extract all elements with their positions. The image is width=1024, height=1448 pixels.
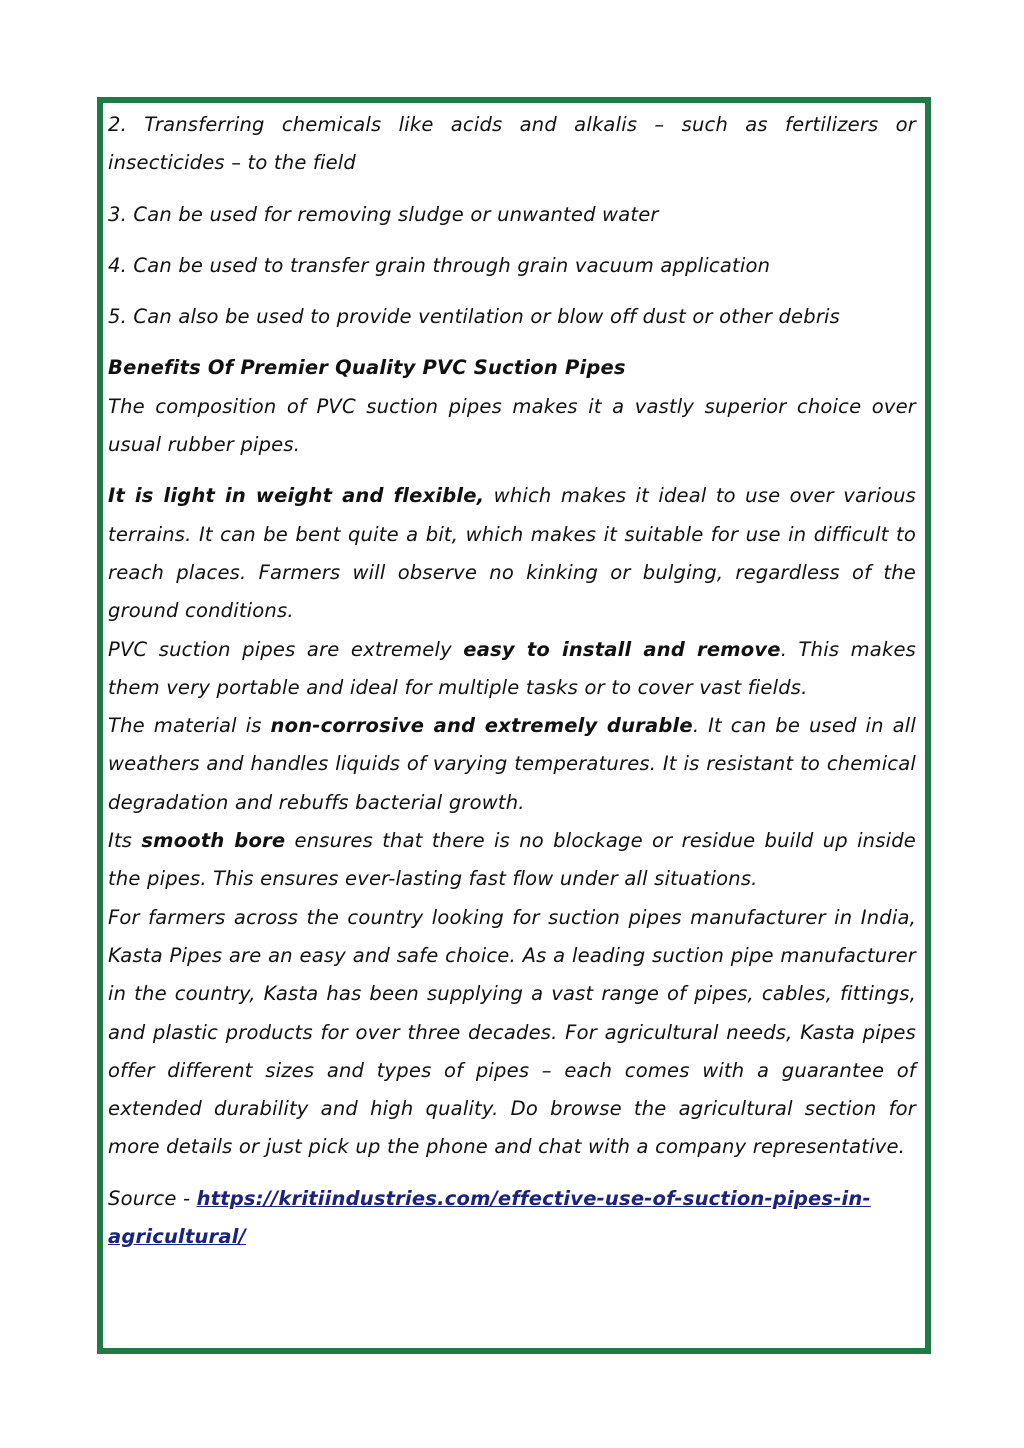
list-item-5: 5. Can also be used to provide ventilation or blow off dust or other debris: [108, 305, 841, 329]
list-item-4: 4. Can be used to transfer grain through grain vacuum application: [108, 253, 771, 277]
benefit-text-durable: . It can be used in all weathers and handles liquids of varying temperatures. It is resistant to chemical degradation and rebuffs bacterial growth.: [108, 714, 917, 814]
benefit-paragraph-smooth-bore: [108, 822, 916, 899]
benefit-text-smooth-bore: ensures that there is no blockage or residue build up inside the pipes. This ensures ever-lasting fast flow under all situations.: [108, 829, 916, 891]
benefit-paragraph-light-flexible: [108, 477, 916, 630]
intro-paragraph: The composition of PVC suction pipes makes it a vastly superior choice over usual rubber pipes.: [108, 394, 916, 457]
source-label: Source -: [108, 1186, 197, 1210]
benefit-bold-smooth-bore: smooth bore: [141, 829, 286, 853]
document-body: [108, 106, 916, 1256]
benefit-bold-durable: non-corrosive and extremely durable: [270, 714, 693, 738]
benefit-bold-install: easy to install and remove: [463, 637, 781, 661]
benefit-bold-light-flexible: It is light in weight and flexible,: [108, 484, 485, 508]
benefit-lead-durable: The material is: [108, 714, 271, 738]
benefit-lead-smooth-bore: Its: [108, 829, 142, 853]
closing-paragraph: For farmers across the country looking for suction pipes manufacturer in India, Kasta Pipes are an easy and safe choice. As a leading suction pipe manufacturer in the country, Kasta has been supplying a vast range of pipes, cables, fittings, and plastic products for over three decades. For agricultural needs, Kasta pipes offer different sizes and types of pipes – each comes with a guarantee of extended durability and high quality. Do browse the agricultural section for more details or just pick up the phone and chat with a company representative.: [108, 905, 916, 1159]
section-heading: Benefits Of Premier Quality PVC Suction Pipes: [108, 356, 626, 380]
benefit-text-light-flexible: which makes it ideal to use over various terrains. It can be bent quite a bit, which makes it suitable for use in difficult to reach places. Farmers will observe no kinking or bulging, regardless of the ground conditions.: [108, 484, 916, 623]
list-item-3: 3. Can be used for removing sludge or unwanted water: [108, 202, 659, 226]
benefit-paragraph-install: [108, 631, 916, 708]
benefit-lead-install: PVC suction pipes are extremely: [108, 637, 464, 661]
benefit-text-install: . This makes them very portable and ideal for multiple tasks or to cover vast fields.: [108, 637, 916, 699]
benefit-paragraph-durable: [108, 707, 916, 822]
list-item-2: 2. Transferring chemicals like acids and alkalis – such as fertilizers or insecticides – to the field: [108, 113, 916, 175]
source-line: [108, 1180, 916, 1257]
source-link[interactable]: https://kritiindustries.com/effective-use-of-suction-pipes-in-agricultural/: [108, 1186, 871, 1249]
